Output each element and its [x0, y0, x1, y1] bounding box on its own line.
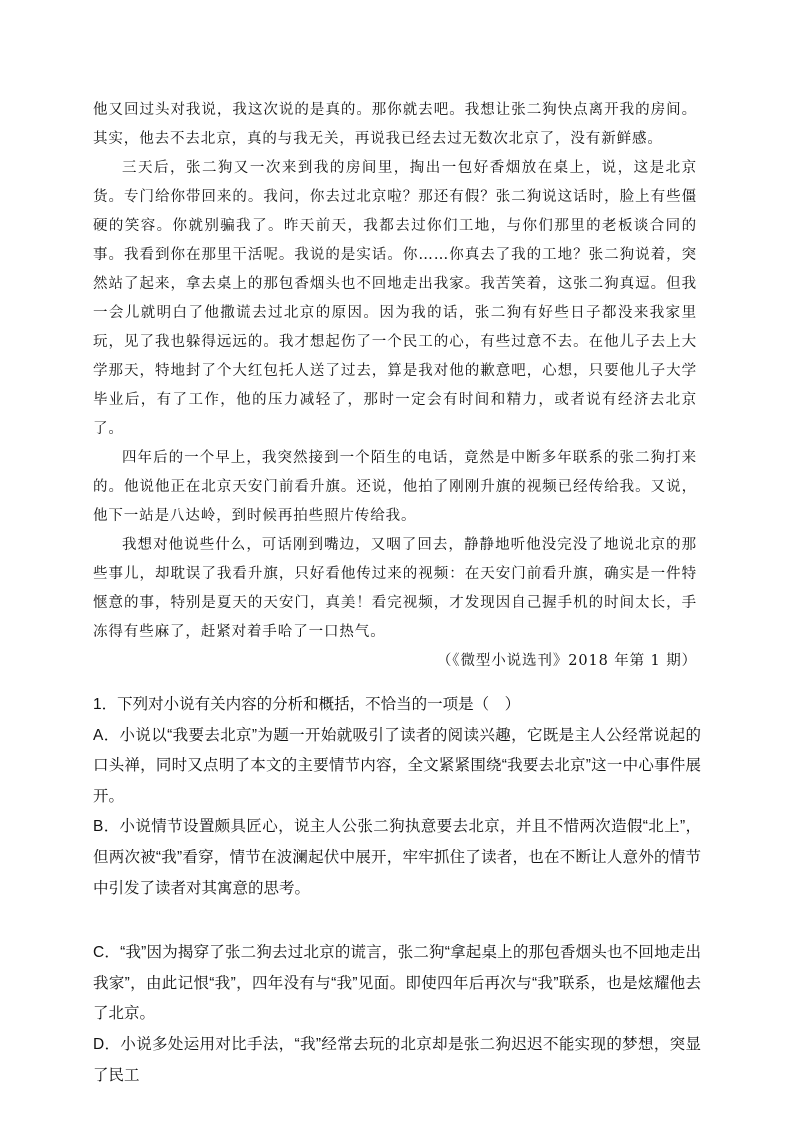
option-a: A．小说以“我要去北京”为题一开始就吸引了读者的阅读兴趣，它既是主人公经常说起的口头禅，同时又点明了本文的主要情节内容，全文紧紧围绕“我要去北京”这一中心事件展开。: [93, 726, 701, 805]
story-paragraph: 四年后的一个早上，我突然接到一个陌生的电话，竟然是中断多年联系的张二狗打来的。他说他正在北京天安门前看升旗。还说，他拍了刚刚升旗的视频已经传给我。又说，他下一站是八达岭，到时候再拍些照片传给我。: [93, 450, 697, 524]
option-d: D．小说多处运用对比手法，“我”经常去玩的北京却是张二狗迟迟不能实现的梦想，突显了民工: [93, 1035, 701, 1084]
source-citation: （《微型小说选刊》2018 年第 1 期）: [436, 653, 697, 669]
story-paragraph: 他又回过头对我说，我这次说的是真的。那你就去吧。我想让张二狗快点离开我的房间。其实，他去不去北京，真的与我无关，再说我已经去过无数次北京了，没有新鲜感。: [93, 102, 697, 147]
story-paragraph: 我想对他说些什么，可话刚到嘴边，又咽了回去，静静地听他没完没了地说北京的那些事儿，却耽误了我看升旗，只好看他传过来的视频：在天安门前看升旗，确实是一件特惬意的事，特别是夏天的天安门，真美！看完视频，才发现因自己握手机的时间太长，手冻得有些麻了，赶紧对着手哈了一口热气。: [93, 537, 697, 640]
question-stem: 1．下列对小说有关内容的分析和概括，不恰当的一项是（ ）: [93, 696, 521, 713]
option-b: B．小说情节设置颇具匠心，说主人公张二狗执意要去北京，并且不惜两次造假“北上”，但两次被“我”看穿，情节在波澜起伏中展开，牢牢抓住了读者，也在不断让人意外的情节中引发了读者对其寓意的思考。: [93, 818, 701, 897]
option-c: C．“我”因为揭穿了张二狗去过北京的谎言，张二狗“拿起桌上的那包香烟头也不回地走出我家”，由此记恨“我”，四年没有与“我”见面。即使四年后再次与“我”联系，也是炫耀他去了北京。: [93, 944, 701, 1023]
story-paragraph: 三天后，张二狗又一次来到我的房间里，掏出一包好香烟放在桌上，说，这是北京货。专门给你带回来的。我问，你去过北京啦？那还有假？张二狗说这话时，脸上有些僵硬的笑容。你就别骗我了。昨天前天，我都去过你们工地，与你们那里的老板谈合同的事。我看到你在那里干活呢。我说的是实话。你……你真去了我的工地？张二狗说着，突然站了起来，拿去桌上的那包香烟头也不回地走出我家。我苦笑着，这张二狗真逗。但我一会儿就明白了他撒谎去过北京的原因。因为我的话，张二狗有好些日子都没来我家里玩，见了我也躲得远远的。我才想起伤了一个民工的心，有些过意不去。在他儿子去上大学那天，特地封了个大红包托人送了过去，算是我对他的歉意吧，心想，只要他儿子大学毕业后，有了工作，他的压力减轻了，那时一定会有时间和精力，或者说有经济去北京了。: [93, 160, 697, 437]
story-excerpt: [93, 96, 697, 676]
question-section: [93, 690, 701, 1091]
